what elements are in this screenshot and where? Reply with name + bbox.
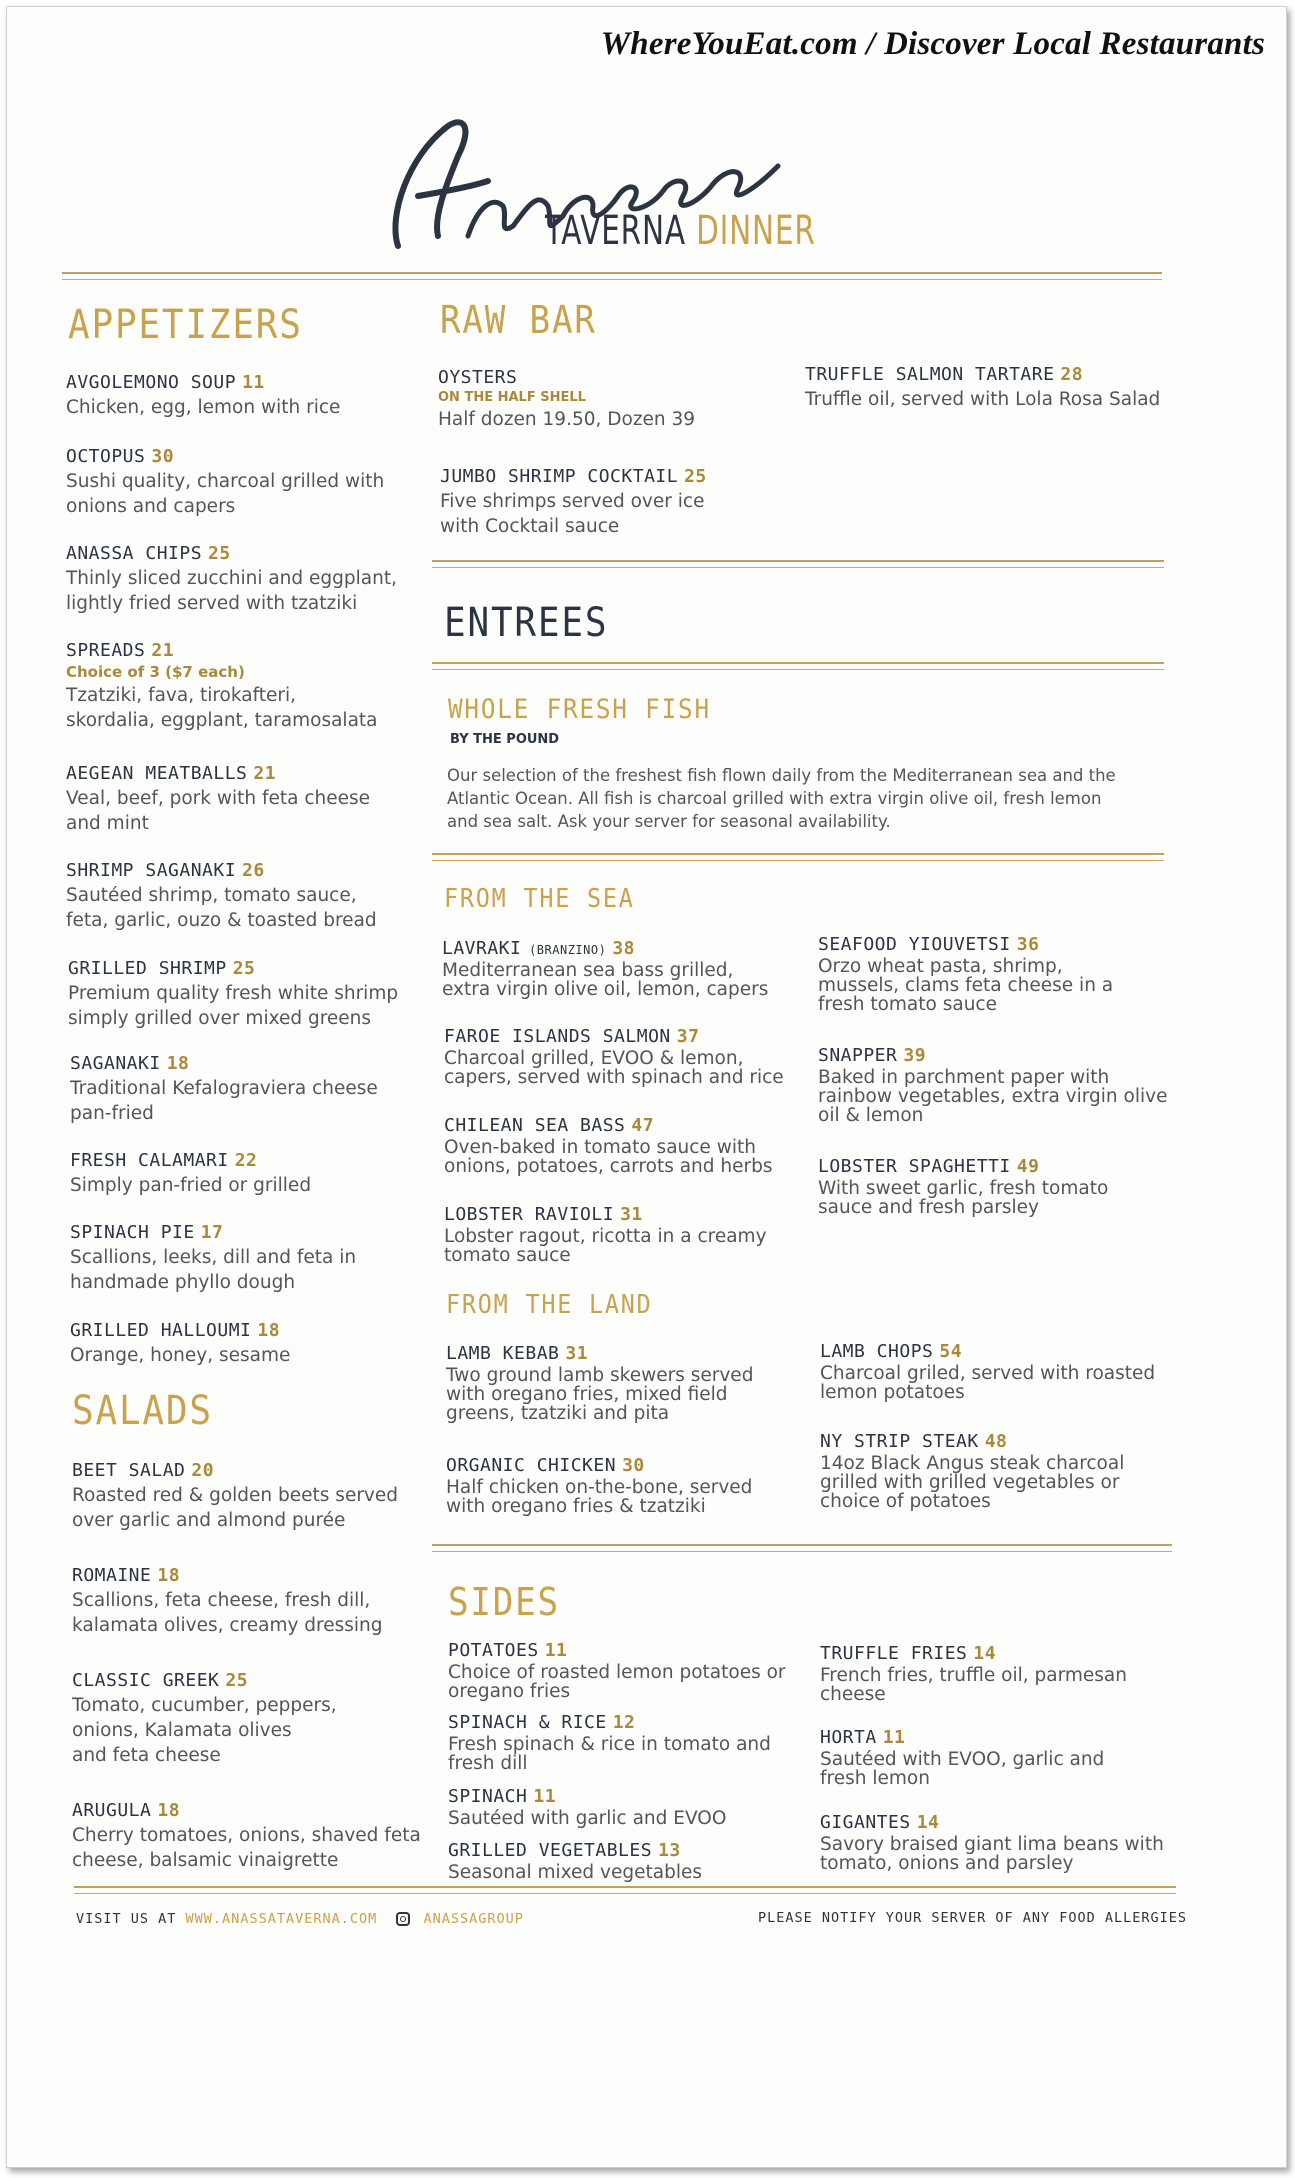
menu-item-name (820, 1727, 1104, 1748)
item-description: Half chicken on-the-bone, served with oregano fries & tzatziki (446, 1477, 753, 1517)
website-link[interactable]: WWW.ANASSATAVERNA.COM (185, 1911, 378, 1927)
item-description: Scallions, leeks, dill and feta in handmade phyllo dough (70, 1247, 357, 1293)
menu-subtitle (545, 208, 816, 254)
item-description: Two ground lamb skewers served with oregano fries, mixed field greens, tzatziki and pita (446, 1365, 754, 1424)
item-price: 14 (916, 1812, 940, 1833)
item-price: 30 (151, 446, 175, 467)
item-description: Tomato, cucumber, peppers, onions, Kalamata olives and feta cheese (72, 1695, 337, 1766)
menu-item-name (820, 1812, 1164, 1833)
item-title: SNAPPER (818, 1045, 898, 1066)
item-title: SPREADS (66, 640, 146, 661)
item-price: 17 (200, 1222, 224, 1243)
item-title: GIGANTES (820, 1812, 911, 1833)
item-price: 37 (676, 1026, 700, 1047)
item-price: 22 (234, 1150, 258, 1171)
menu-item (68, 958, 398, 1031)
menu-item (448, 1712, 771, 1773)
menu-item (448, 1640, 786, 1701)
item-title: TRUFFLE FRIES (820, 1643, 968, 1664)
item-description: Simply pan-fried or grilled (70, 1175, 312, 1196)
item-title: AEGEAN MEATBALLS (66, 763, 248, 784)
item-price: 25 (225, 1670, 249, 1691)
section-entrees: ENTREES (444, 600, 609, 646)
item-price: 25 (208, 543, 231, 564)
entrees-rule (432, 662, 1164, 664)
item-description: Sushi quality, charcoal grilled with onions and capers (66, 471, 385, 517)
item-description: Half dozen 19.50, Dozen 39 (438, 409, 696, 430)
item-title: GRILLED SHRIMP (68, 958, 227, 979)
menu-item (820, 1431, 1124, 1511)
menu-item (66, 446, 384, 519)
item-description: Savory braised giant lima beans with tomato, onions and parsley (820, 1834, 1164, 1874)
item-description: Five shrimps served over ice with Cocktail sauce (440, 491, 705, 537)
menu-item (805, 364, 1160, 412)
menu-item (72, 1460, 398, 1533)
item-title: AVGOLEMONO SOUP (66, 372, 237, 393)
item-price: 31 (565, 1343, 589, 1364)
menu-item-name (72, 1460, 398, 1481)
menu-item (72, 1565, 383, 1638)
menu-item (66, 543, 397, 616)
section-from-the-sea: FROM THE SEA (444, 884, 635, 914)
footer-rule-thin (74, 1893, 1176, 1894)
menu-item-name (440, 466, 707, 487)
item-price: 36 (1016, 934, 1040, 955)
item-title: CHILEAN SEA BASS (444, 1115, 626, 1136)
section-from-the-land: FROM THE LAND (446, 1290, 653, 1320)
item-description: Tzatziki, fava, tirokafteri, skordalia, eggplant, taramosalata (66, 685, 378, 731)
menu-item-name (438, 367, 695, 388)
menu-item (72, 1670, 337, 1768)
item-title: FRESH CALAMARI (70, 1150, 229, 1171)
item-description: French fries, truffle oil, parmesan cheese (820, 1665, 1127, 1705)
menu-item-name (820, 1643, 1127, 1664)
item-title: LAVRAKI (442, 938, 522, 959)
item-title: SPINACH PIE (70, 1222, 195, 1243)
item-price: 11 (544, 1640, 568, 1661)
item-description: Choice of roasted lemon potatoes or oregano fries (448, 1662, 786, 1702)
item-price: 11 (533, 1786, 557, 1807)
menu-item-name (70, 1053, 378, 1074)
menu-item-name (442, 938, 768, 959)
menu-item-name (448, 1786, 726, 1807)
menu-item (446, 1455, 752, 1516)
item-title: GRILLED HALLOUMI (70, 1320, 252, 1341)
rawbar-rule-thin (432, 567, 1164, 568)
section-sides: SIDES (448, 1580, 560, 1624)
item-title: ANASSA CHIPS (66, 543, 203, 564)
item-subtitle: (BRANZINO) (521, 943, 607, 957)
menu-item (820, 1727, 1104, 1788)
item-description: Scallions, feta cheese, fresh dill, kalamata olives, creamy dressing (72, 1590, 383, 1636)
menu-item-name (820, 1341, 1155, 1362)
item-title: SPINACH & RICE (448, 1712, 607, 1733)
item-title: JUMBO SHRIMP COCKTAIL (440, 466, 679, 487)
item-title: OCTOPUS (66, 446, 146, 467)
item-price: 13 (658, 1840, 681, 1861)
menu-item (444, 1026, 784, 1087)
menu-item-name (72, 1800, 421, 1821)
item-description: Charcoal griled, served with roasted lemon potatoes (820, 1363, 1156, 1403)
item-price: 25 (684, 466, 707, 487)
item-title: SEAFOOD YIOUVETSI (818, 934, 1011, 955)
menu-item (438, 367, 695, 432)
item-title: CLASSIC GREEK (72, 1670, 220, 1691)
item-title: GRILLED VEGETABLES (448, 1840, 653, 1861)
menu-item (448, 1786, 726, 1828)
menu-item-name (70, 1222, 356, 1243)
item-title: HORTA (820, 1727, 877, 1748)
menu-item-name (448, 1712, 771, 1733)
item-title: BEET SALAD (72, 1460, 186, 1481)
menu-item (70, 1053, 378, 1126)
item-price: 11 (242, 372, 265, 393)
menu-item-name (66, 446, 384, 467)
menu-item (66, 372, 340, 420)
item-description: Oven-baked in tomato sauce with onions, potatoes, carrots and herbs (444, 1137, 773, 1177)
item-title: SHRIMP SAGANAKI (66, 860, 237, 881)
instagram-icon (396, 1912, 410, 1926)
menu-item-name (818, 1045, 1167, 1066)
item-description: Truffle oil, served with Lola Rosa Salad (805, 389, 1161, 410)
entrees-bottom-rule (432, 1544, 1172, 1546)
menu-item-name (446, 1455, 752, 1476)
site-watermark[interactable]: WhereYouEat.com / Discover Local Restaurants (600, 26, 1265, 62)
menu-item (820, 1812, 1164, 1873)
item-description: Thinly sliced zucchini and eggplant, lightly fried served with tzatziki (66, 568, 397, 614)
header-rule-thin (62, 279, 1162, 280)
item-title: LAMB CHOPS (820, 1341, 934, 1362)
visit-label: VISIT US AT (76, 1911, 177, 1927)
item-price: 18 (257, 1320, 281, 1341)
menu-item-name (444, 1026, 784, 1047)
whole-fish-note: BY THE POUND (450, 732, 560, 747)
item-price: 28 (1060, 364, 1084, 385)
whole-fish-rule (432, 853, 1164, 855)
item-description: Lobster ragout, ricotta in a creamy tomato sauce (444, 1226, 767, 1266)
item-price: 49 (1016, 1156, 1040, 1177)
item-title: LAMB KEBAB (446, 1343, 560, 1364)
whole-fish-rule-thin (432, 860, 1164, 861)
item-description: Traditional Kefalograviera cheese pan-fried (70, 1078, 378, 1124)
menu-item (70, 1320, 290, 1368)
menu-item-name (66, 860, 377, 881)
menu-item-name (72, 1670, 337, 1691)
item-description: Orange, honey, sesame (70, 1345, 291, 1366)
item-price: 11 (882, 1727, 906, 1748)
allergy-notice: PLEASE NOTIFY YOUR SERVER OF ANY FOOD ALLERGIES (758, 1910, 1188, 1926)
section-salads: SALADS (72, 1388, 213, 1434)
menu-item-name (818, 1156, 1108, 1177)
item-price: 18 (157, 1565, 181, 1586)
menu-item-name (66, 372, 340, 393)
menu-item-name (70, 1320, 290, 1341)
item-description: Charcoal grilled, EVOO & lemon, capers, served with spinach and rice (444, 1048, 784, 1088)
item-title: LOBSTER SPAGHETTI (818, 1156, 1011, 1177)
item-description: Baked in parchment paper with rainbow vegetables, extra virgin olive oil & lemon (818, 1067, 1168, 1126)
footer-rule (74, 1886, 1176, 1888)
entrees-bottom-rule-thin (432, 1551, 1172, 1552)
item-price: 31 (620, 1204, 643, 1225)
header-rule (62, 272, 1162, 274)
menu-item (444, 1115, 773, 1176)
whole-fish-description: Our selection of the freshest fish flown daily from the Mediterranean sea and the Atlantic Ocean. All fish is charcoal grilled with extra virgin olive oil, fresh lemon and sea salt. Ask your server for seasonal availability. (447, 766, 1116, 831)
menu-item (70, 1222, 356, 1295)
menu-item (444, 1204, 767, 1265)
item-title: OYSTERS (438, 367, 518, 388)
item-title: SPINACH (448, 1786, 528, 1807)
item-title: ARUGULA (72, 1800, 152, 1821)
item-title: FAROE ISLANDS SALMON (444, 1026, 671, 1047)
item-description: Sautéed shrimp, tomato sauce, feta, garlic, ouzo & toasted bread (66, 885, 377, 931)
menu-item (818, 1156, 1108, 1217)
item-description: Seasonal mixed vegetables (448, 1862, 702, 1883)
item-price: 47 (631, 1115, 655, 1136)
item-price: 54 (939, 1341, 963, 1362)
menu-item-name (70, 1150, 311, 1171)
menu-item (446, 1343, 753, 1423)
menu-item-name (805, 364, 1160, 385)
item-price: 39 (903, 1045, 927, 1066)
menu-item-name (72, 1565, 383, 1586)
item-description: Sautéed with EVOO, garlic and fresh lemon (820, 1749, 1105, 1789)
menu-item (820, 1341, 1155, 1402)
item-title: TRUFFLE SALMON TARTARE (805, 364, 1055, 385)
entrees-rule-thin (432, 669, 1164, 670)
item-price: 25 (232, 958, 256, 979)
menu-item-name (444, 1204, 767, 1225)
rawbar-rule (432, 560, 1164, 562)
menu-item-name (444, 1115, 773, 1136)
menu-item (70, 1150, 311, 1198)
item-description: Veal, beef, pork with feta cheese and mint (66, 788, 371, 834)
item-description: Cherry tomatoes, onions, shaved feta cheese, balsamic vinaigrette (72, 1825, 421, 1871)
item-title: SAGANAKI (70, 1053, 161, 1074)
subtitle-dinner: DINNER (696, 208, 816, 254)
section-appetizers: APPETIZERS (68, 302, 303, 348)
item-description: With sweet garlic, fresh tomato sauce and fresh parsley (818, 1178, 1109, 1218)
menu-item (66, 860, 377, 933)
item-price: 48 (984, 1431, 1008, 1452)
item-description: Roasted red & golden beets served over garlic and almond purée (72, 1485, 398, 1531)
footer-left (76, 1911, 524, 1927)
item-title: LOBSTER RAVIOLI (444, 1204, 615, 1225)
item-price: 18 (157, 1800, 181, 1821)
item-price: 18 (166, 1053, 190, 1074)
menu-item-name (820, 1431, 1124, 1452)
item-price: 26 (242, 860, 265, 881)
menu-item (818, 934, 1113, 1014)
menu-item (820, 1643, 1127, 1704)
menu-item-name (66, 543, 397, 564)
item-description: 14oz Black Angus steak charcoal grilled with grilled vegetables or choice of potatoes (820, 1453, 1125, 1512)
menu-item-name (66, 763, 370, 784)
item-description: Mediterranean sea bass grilled, extra virgin olive oil, lemon, capers (442, 960, 769, 1000)
menu-item (442, 938, 768, 999)
item-price: 21 (253, 763, 277, 784)
item-note: Choice of 3 ($7 each) (66, 663, 245, 681)
item-description: Fresh spinach & rice in tomato and fresh dill (448, 1734, 771, 1774)
item-description: Sautéed with garlic and EVOO (448, 1808, 727, 1829)
section-raw-bar: RAW BAR (440, 298, 597, 342)
whole-fish-title: WHOLE FRESH FISH (448, 694, 711, 725)
menu-item (66, 640, 378, 733)
item-title: NY STRIP STEAK (820, 1431, 979, 1452)
menu-item-name (448, 1640, 786, 1661)
menu-item-name (68, 958, 398, 979)
menu-item (818, 1045, 1167, 1125)
menu-item (448, 1840, 702, 1882)
menu-item (72, 1800, 421, 1873)
item-title: ROMAINE (72, 1565, 152, 1586)
item-title: POTATOES (448, 1640, 539, 1661)
item-price: 30 (622, 1455, 645, 1476)
menu-item (440, 466, 707, 539)
item-description: Orzo wheat pasta, shrimp, mussels, clams feta cheese in a fresh tomato sauce (818, 956, 1114, 1015)
menu-item (66, 763, 370, 836)
instagram-handle[interactable]: ANASSAGROUP (423, 1911, 524, 1927)
item-title: ORGANIC CHICKEN (446, 1455, 617, 1476)
item-price: 12 (612, 1712, 636, 1733)
item-price: 38 (612, 938, 636, 959)
menu-item-name (446, 1343, 753, 1364)
subtitle-taverna: TAVERNA (545, 208, 686, 254)
menu-item-name (818, 934, 1113, 955)
item-price: 14 (973, 1643, 997, 1664)
menu-item-name (448, 1840, 702, 1861)
item-description: Chicken, egg, lemon with rice (66, 397, 341, 418)
item-description: Premium quality fresh white shrimp simply grilled over mixed greens (68, 983, 399, 1029)
menu-item-name (66, 640, 378, 661)
item-note: ON THE HALF SHELL (438, 390, 586, 405)
item-price: 20 (191, 1460, 215, 1481)
item-price: 21 (151, 640, 175, 661)
